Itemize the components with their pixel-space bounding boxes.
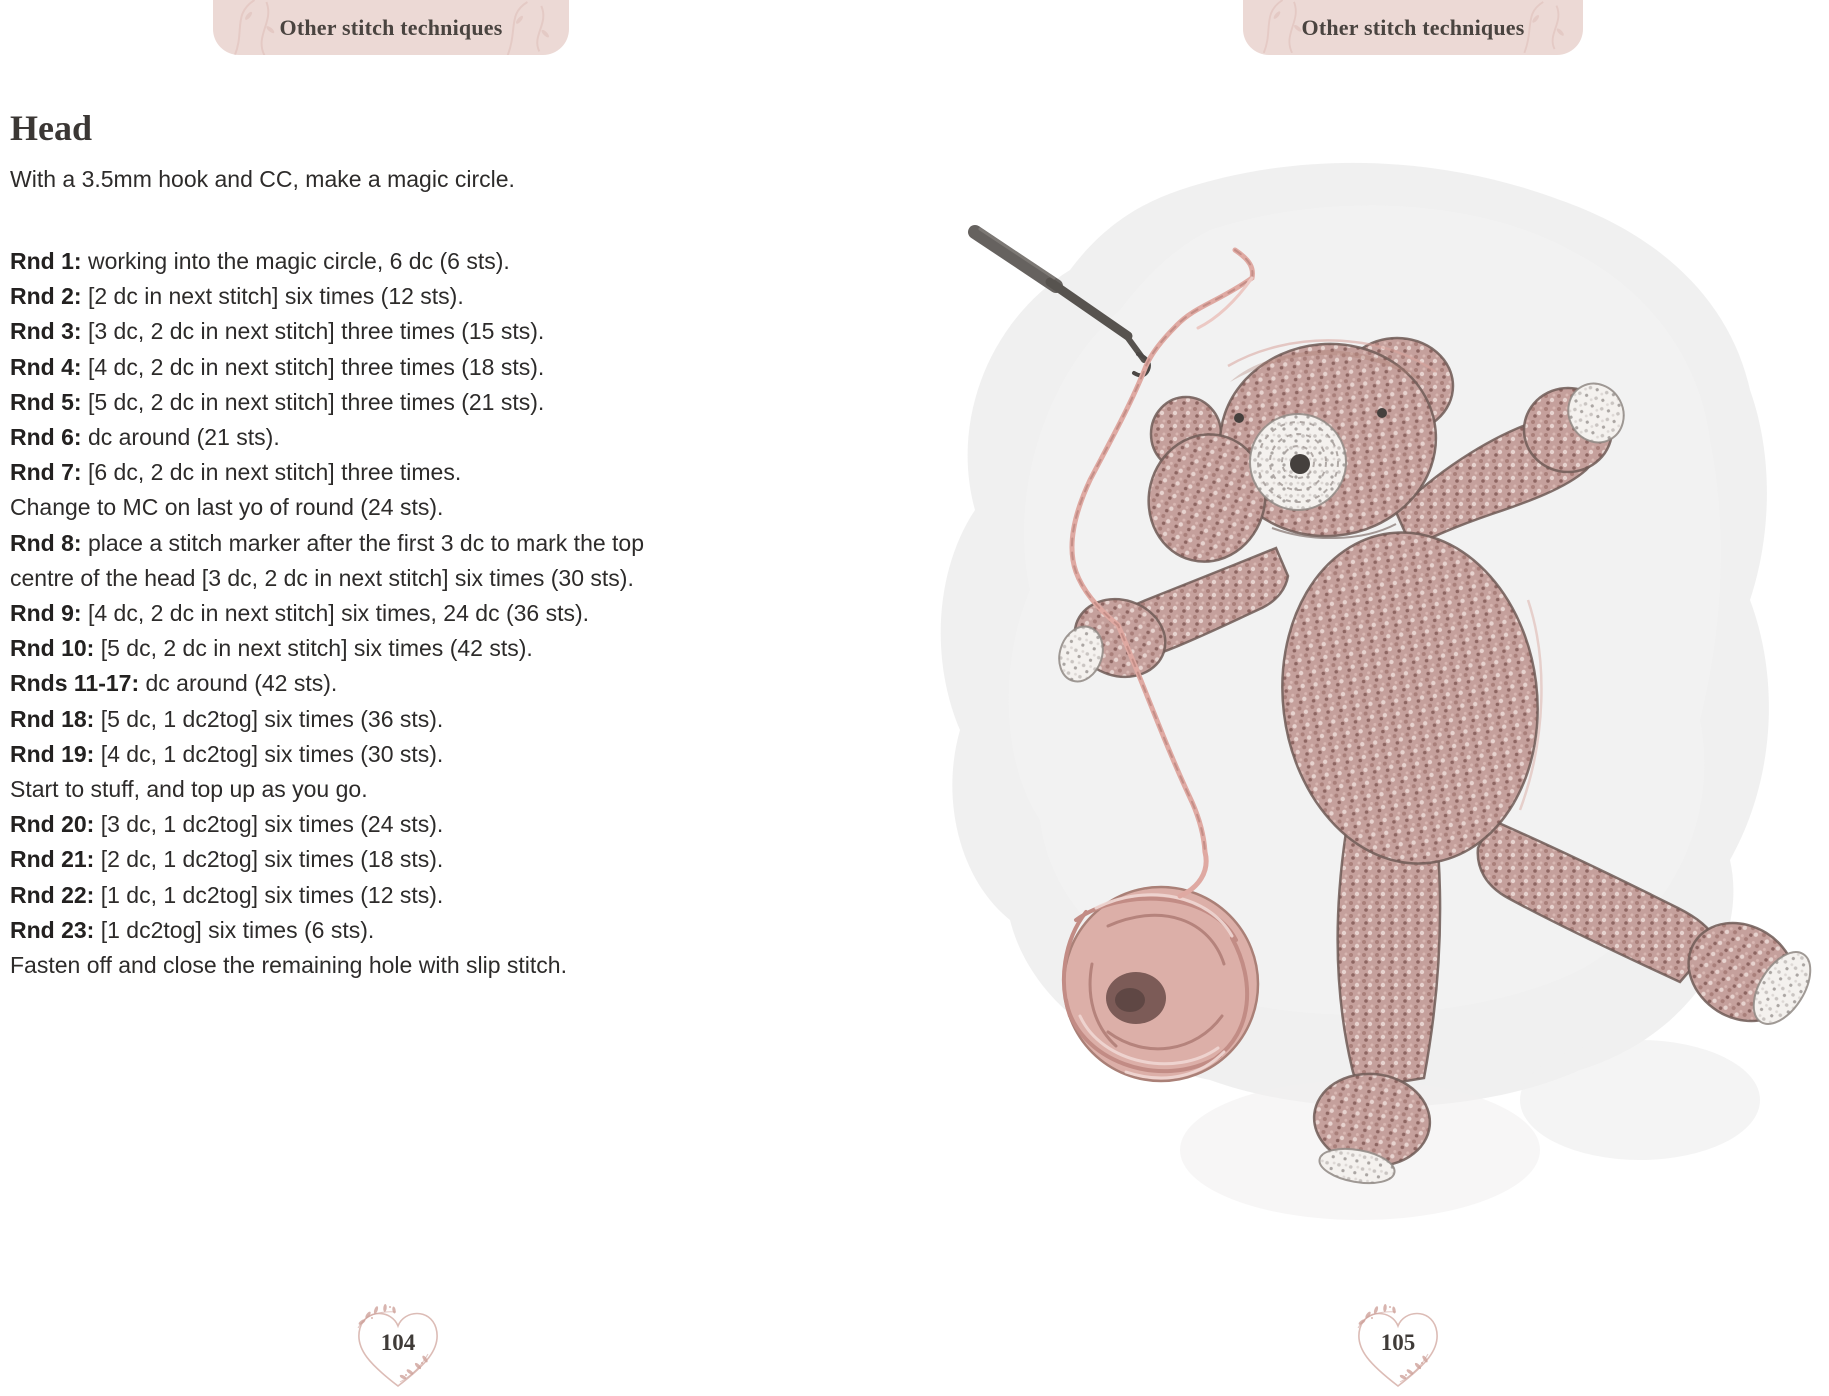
pattern-text-column (10, 104, 705, 983)
bear-right-eye (1377, 408, 1387, 418)
instruction-line: Rnd 6: dc around (21 sts). (10, 424, 280, 451)
instruction-line: Fasten off and close the remaining hole with slip stitch. (10, 952, 567, 979)
instruction-line: Rnd 22: [1 dc, 1 dc2tog] six times (12 sts). (10, 881, 444, 908)
yarn-ball (1064, 887, 1258, 1081)
page-number-right (1348, 1302, 1448, 1394)
pattern-instructions (10, 244, 705, 983)
instruction-line: Rnd 23: [1 dc2tog] six times (6 sts). (10, 916, 375, 943)
bear-nose (1290, 454, 1310, 474)
page-title: Head (10, 108, 93, 148)
instruction-line: Rnd 20: [3 dc, 1 dc2tog] six times (24 sts). (10, 811, 444, 838)
instruction-line: Rnd 7: [6 dc, 2 dc in next stitch] three times. (10, 459, 462, 486)
instruction-line: Rnd 10: [5 dc, 2 dc in next stitch] six times (42 sts). (10, 635, 533, 662)
instruction-line: Rnd 19: [4 dc, 1 dc2tog] six times (30 sts). (10, 740, 444, 767)
page-number-left (348, 1302, 448, 1394)
bear-left-eye (1234, 413, 1244, 423)
instruction-line: Rnd 18: [5 dc, 1 dc2tog] six times (36 sts). (10, 705, 444, 732)
instruction-line: Change to MC on last yo of round (24 sts). (10, 494, 444, 521)
chapter-tab-label: Other stitch techniques (1301, 14, 1525, 40)
instruction-line: Rnd 4: [4 dc, 2 dc in next stitch] three times (18 sts). (10, 353, 545, 380)
chapter-tab-label: Other stitch techniques (279, 14, 503, 40)
instruction-line: Rnd 3: [3 dc, 2 dc in next stitch] three times (15 sts). (10, 318, 545, 345)
chapter-tab-left (213, 0, 569, 55)
pattern-intro: With a 3.5mm hook and CC, make a magic circle. (10, 166, 515, 192)
instruction-line: Rnd 9: [4 dc, 2 dc in next stitch] six times, 24 dc (36 sts). (10, 600, 590, 627)
instruction-line: Rnd 21: [2 dc, 1 dc2tog] six times (18 sts). (10, 846, 444, 873)
page-number-text: 104 (380, 1330, 416, 1355)
instruction-line: Rnd 5: [5 dc, 2 dc in next stitch] three times (21 sts). (10, 388, 545, 415)
instruction-line: Rnd 8: place a stitch marker after the first 3 dc to mark the top centre of the head [3 dc, 2 dc in next stitch] six times (30 sts). (10, 529, 645, 591)
chapter-tab-right (1243, 0, 1583, 55)
bear-illustration (880, 120, 1829, 1240)
instruction-line: Rnd 2: [2 dc in next stitch] six times (12 sts). (10, 283, 464, 310)
page-number-text: 105 (1380, 1330, 1416, 1355)
instruction-line: Rnds 11-17: dc around (42 sts). (10, 670, 338, 697)
instruction-line: Start to stuff, and top up as you go. (10, 776, 368, 803)
instruction-line: Rnd 1: working into the magic circle, 6 dc (6 sts). (10, 248, 510, 274)
